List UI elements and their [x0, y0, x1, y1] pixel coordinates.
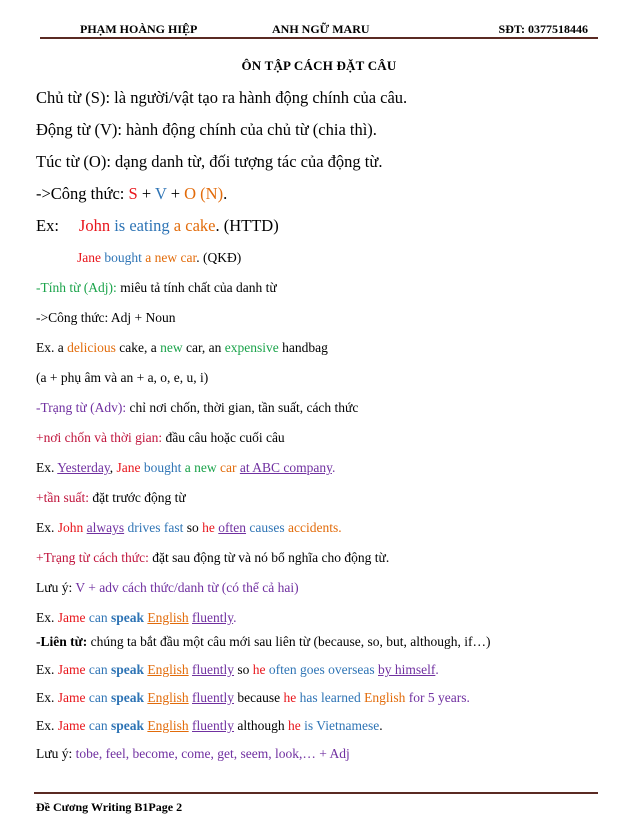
text: ->Công thức: Adj + Noun [36, 310, 176, 325]
formula-prefix: ->Công thức: [36, 184, 129, 203]
period: . [331, 460, 336, 475]
text: , [109, 460, 117, 475]
adv-often: often [218, 520, 247, 535]
adverb-definition [36, 400, 358, 416]
object-word: English [147, 718, 189, 733]
tense-note: . (QKĐ) [196, 250, 242, 265]
plus: + [137, 184, 155, 203]
adv-phrase: by himself [378, 662, 436, 677]
footer-divider [34, 792, 598, 794]
tense-note: . (HTTD) [215, 216, 279, 235]
subject-word: John [78, 216, 111, 235]
subject-word: he [252, 662, 266, 677]
text: đầu câu hoặc cuối câu [162, 430, 285, 445]
text: đặt trước động từ [88, 490, 186, 505]
subject-word: he [283, 690, 297, 705]
object-word: English [147, 610, 189, 625]
manner-example [36, 610, 237, 626]
verb-word: speak [107, 662, 144, 677]
page-footer: Đề Cương Writing B1Page 2 [36, 800, 183, 814]
modal-word: can [85, 610, 108, 625]
place-time-example [36, 460, 335, 476]
text: đặt sau động từ và nó bổ nghĩa cho động từ. [148, 550, 390, 565]
adj-delicious: delicious [67, 340, 116, 355]
manner-note [36, 580, 299, 596]
modal-word: can [85, 690, 108, 705]
text: Ex. [36, 520, 58, 535]
modal-word: can [85, 718, 108, 733]
adv-fast: fast [160, 520, 184, 535]
adv-phrase: for 5 years [405, 690, 467, 705]
text: chúng ta bắt đầu một câu mới sau liên từ (because, so, but, although, if…) [87, 634, 491, 649]
text: Túc từ (O): dạng danh từ, đối tượng tác của động từ. [36, 152, 383, 171]
subject-word: Jame [57, 662, 86, 677]
svo-formula [36, 184, 227, 204]
object-phrase: a cake [173, 216, 216, 235]
subject-definition [36, 88, 407, 108]
conjunction-example-so [36, 662, 439, 678]
example-label: Ex: [36, 216, 59, 235]
text: (a + phụ âm và an + a, o, e, u, i) [36, 370, 209, 385]
adjective-definition [36, 280, 277, 296]
object-word: car [216, 460, 237, 475]
object-word: accidents [284, 520, 339, 535]
adv-yesterday: Yesterday [57, 460, 110, 475]
subject-word: John [57, 520, 84, 535]
conjunction-heading: -Liên từ: [36, 634, 88, 649]
object-definition [36, 152, 382, 172]
subject-word: Jane [77, 250, 101, 265]
text: Ex. [36, 610, 58, 625]
article-rule [36, 370, 208, 386]
adj-new: new [160, 340, 183, 355]
note-text: V + adv cách thức/danh từ (có thể cả hai) [75, 580, 299, 595]
place-time-adverb-rule [36, 430, 285, 446]
verb-phrase: is Vietnamese [300, 718, 380, 733]
subject-word: Jame [57, 690, 86, 705]
adv-always: always [86, 520, 125, 535]
object-phrase: a new car [145, 250, 197, 265]
text: Ex. [36, 460, 58, 475]
text: car, an [182, 340, 225, 355]
rule-heading: +nơi chốn và thời gian: [36, 430, 163, 445]
text: so [183, 520, 203, 535]
object-word: English [147, 690, 189, 705]
header-author: PHẠM HOÀNG HIỆP [80, 22, 198, 36]
example-present-continuous [36, 216, 279, 236]
header-divider [40, 37, 598, 39]
verb-word: speak [107, 610, 144, 625]
formula-o: O (N) [184, 184, 224, 203]
conjunction: although [234, 718, 289, 733]
verb-word: drives [124, 520, 161, 535]
verb-word: bought [140, 460, 182, 475]
subject-word: Jame [57, 718, 86, 733]
document-title: ÔN TẬP CÁCH ĐẶT CÂU [241, 58, 397, 73]
header-brand: ANH NGỮ MARU [272, 22, 370, 36]
period: . [379, 718, 383, 733]
header-phone: SĐT: 0377518446 [498, 22, 588, 36]
page-header [32, 14, 606, 38]
modal-word: can [85, 662, 108, 677]
text: chỉ nơi chốn, thời gian, tần suất, cách thức [126, 400, 359, 415]
text: cake, a [115, 340, 161, 355]
adv-fluently: fluently [192, 690, 235, 705]
plus: + [166, 184, 185, 203]
conjunction-example-although [36, 718, 383, 734]
verb-word: causes [246, 520, 285, 535]
text: handbag [278, 340, 328, 355]
adv-place: at ABC company [239, 460, 332, 475]
rule-heading: +tần suất: [36, 490, 89, 505]
verb-phrase: has learned [296, 690, 365, 705]
note-label: Lưu ý: [36, 746, 76, 761]
text: Ex. a [36, 340, 68, 355]
frequency-example [36, 520, 342, 536]
rule-heading: +Trạng từ cách thức: [36, 550, 149, 565]
adjective-heading: -Tính từ (Adj): [36, 280, 117, 295]
text: Chủ từ (S): là người/vật tạo ra hành động chính của câu. [36, 88, 408, 107]
conjunction-example-because [36, 690, 470, 706]
conjunction: because [234, 690, 284, 705]
frequency-adverb-rule [36, 490, 186, 506]
subject-word: he [202, 520, 215, 535]
formula-v: V [154, 184, 167, 203]
adverb-heading: -Trạng từ (Adv): [36, 400, 127, 415]
text: Ex. [36, 718, 58, 733]
adjective-formula [36, 310, 176, 326]
note-text: tobe, feel, become, come, get, seem, look,… + Adj [75, 746, 350, 761]
verb-phrase: often goes overseas [265, 662, 375, 677]
conjunction-definition [36, 634, 490, 650]
text: miêu tả tính chất của danh từ [116, 280, 277, 295]
verb-word: bought [101, 250, 146, 265]
adv-fluently: fluently [192, 610, 234, 625]
subject-word: Jame [57, 610, 86, 625]
verb-word: speak [107, 690, 144, 705]
subject-word: Jane [116, 460, 141, 475]
adv-fluently: fluently [192, 718, 235, 733]
verb-definition [36, 120, 377, 140]
adj-expensive: expensive [224, 340, 279, 355]
subject-word: he [288, 718, 301, 733]
adv-fluently: fluently [192, 662, 235, 677]
object-word: English [364, 690, 406, 705]
period: . [466, 690, 470, 705]
period: . [223, 184, 228, 203]
verb-word: speak [107, 718, 144, 733]
note-label: Lưu ý: [36, 580, 76, 595]
adjective-example [36, 340, 328, 356]
adj-phrase: a new [181, 460, 217, 475]
manner-adverb-rule [36, 550, 389, 566]
text: Ex. [36, 690, 58, 705]
period: . [435, 662, 439, 677]
text: Động từ (V): hành động chính của chủ từ (chia thì). [36, 120, 377, 139]
text: Ex. [36, 662, 58, 677]
conjunction: so [234, 662, 253, 677]
example-past-simple [77, 250, 241, 266]
verb-phrase: is eating [110, 216, 174, 235]
period: . [233, 610, 237, 625]
formula-s: S [128, 184, 138, 203]
period: . [338, 520, 342, 535]
object-word: English [147, 662, 189, 677]
linking-verb-note [36, 746, 350, 762]
